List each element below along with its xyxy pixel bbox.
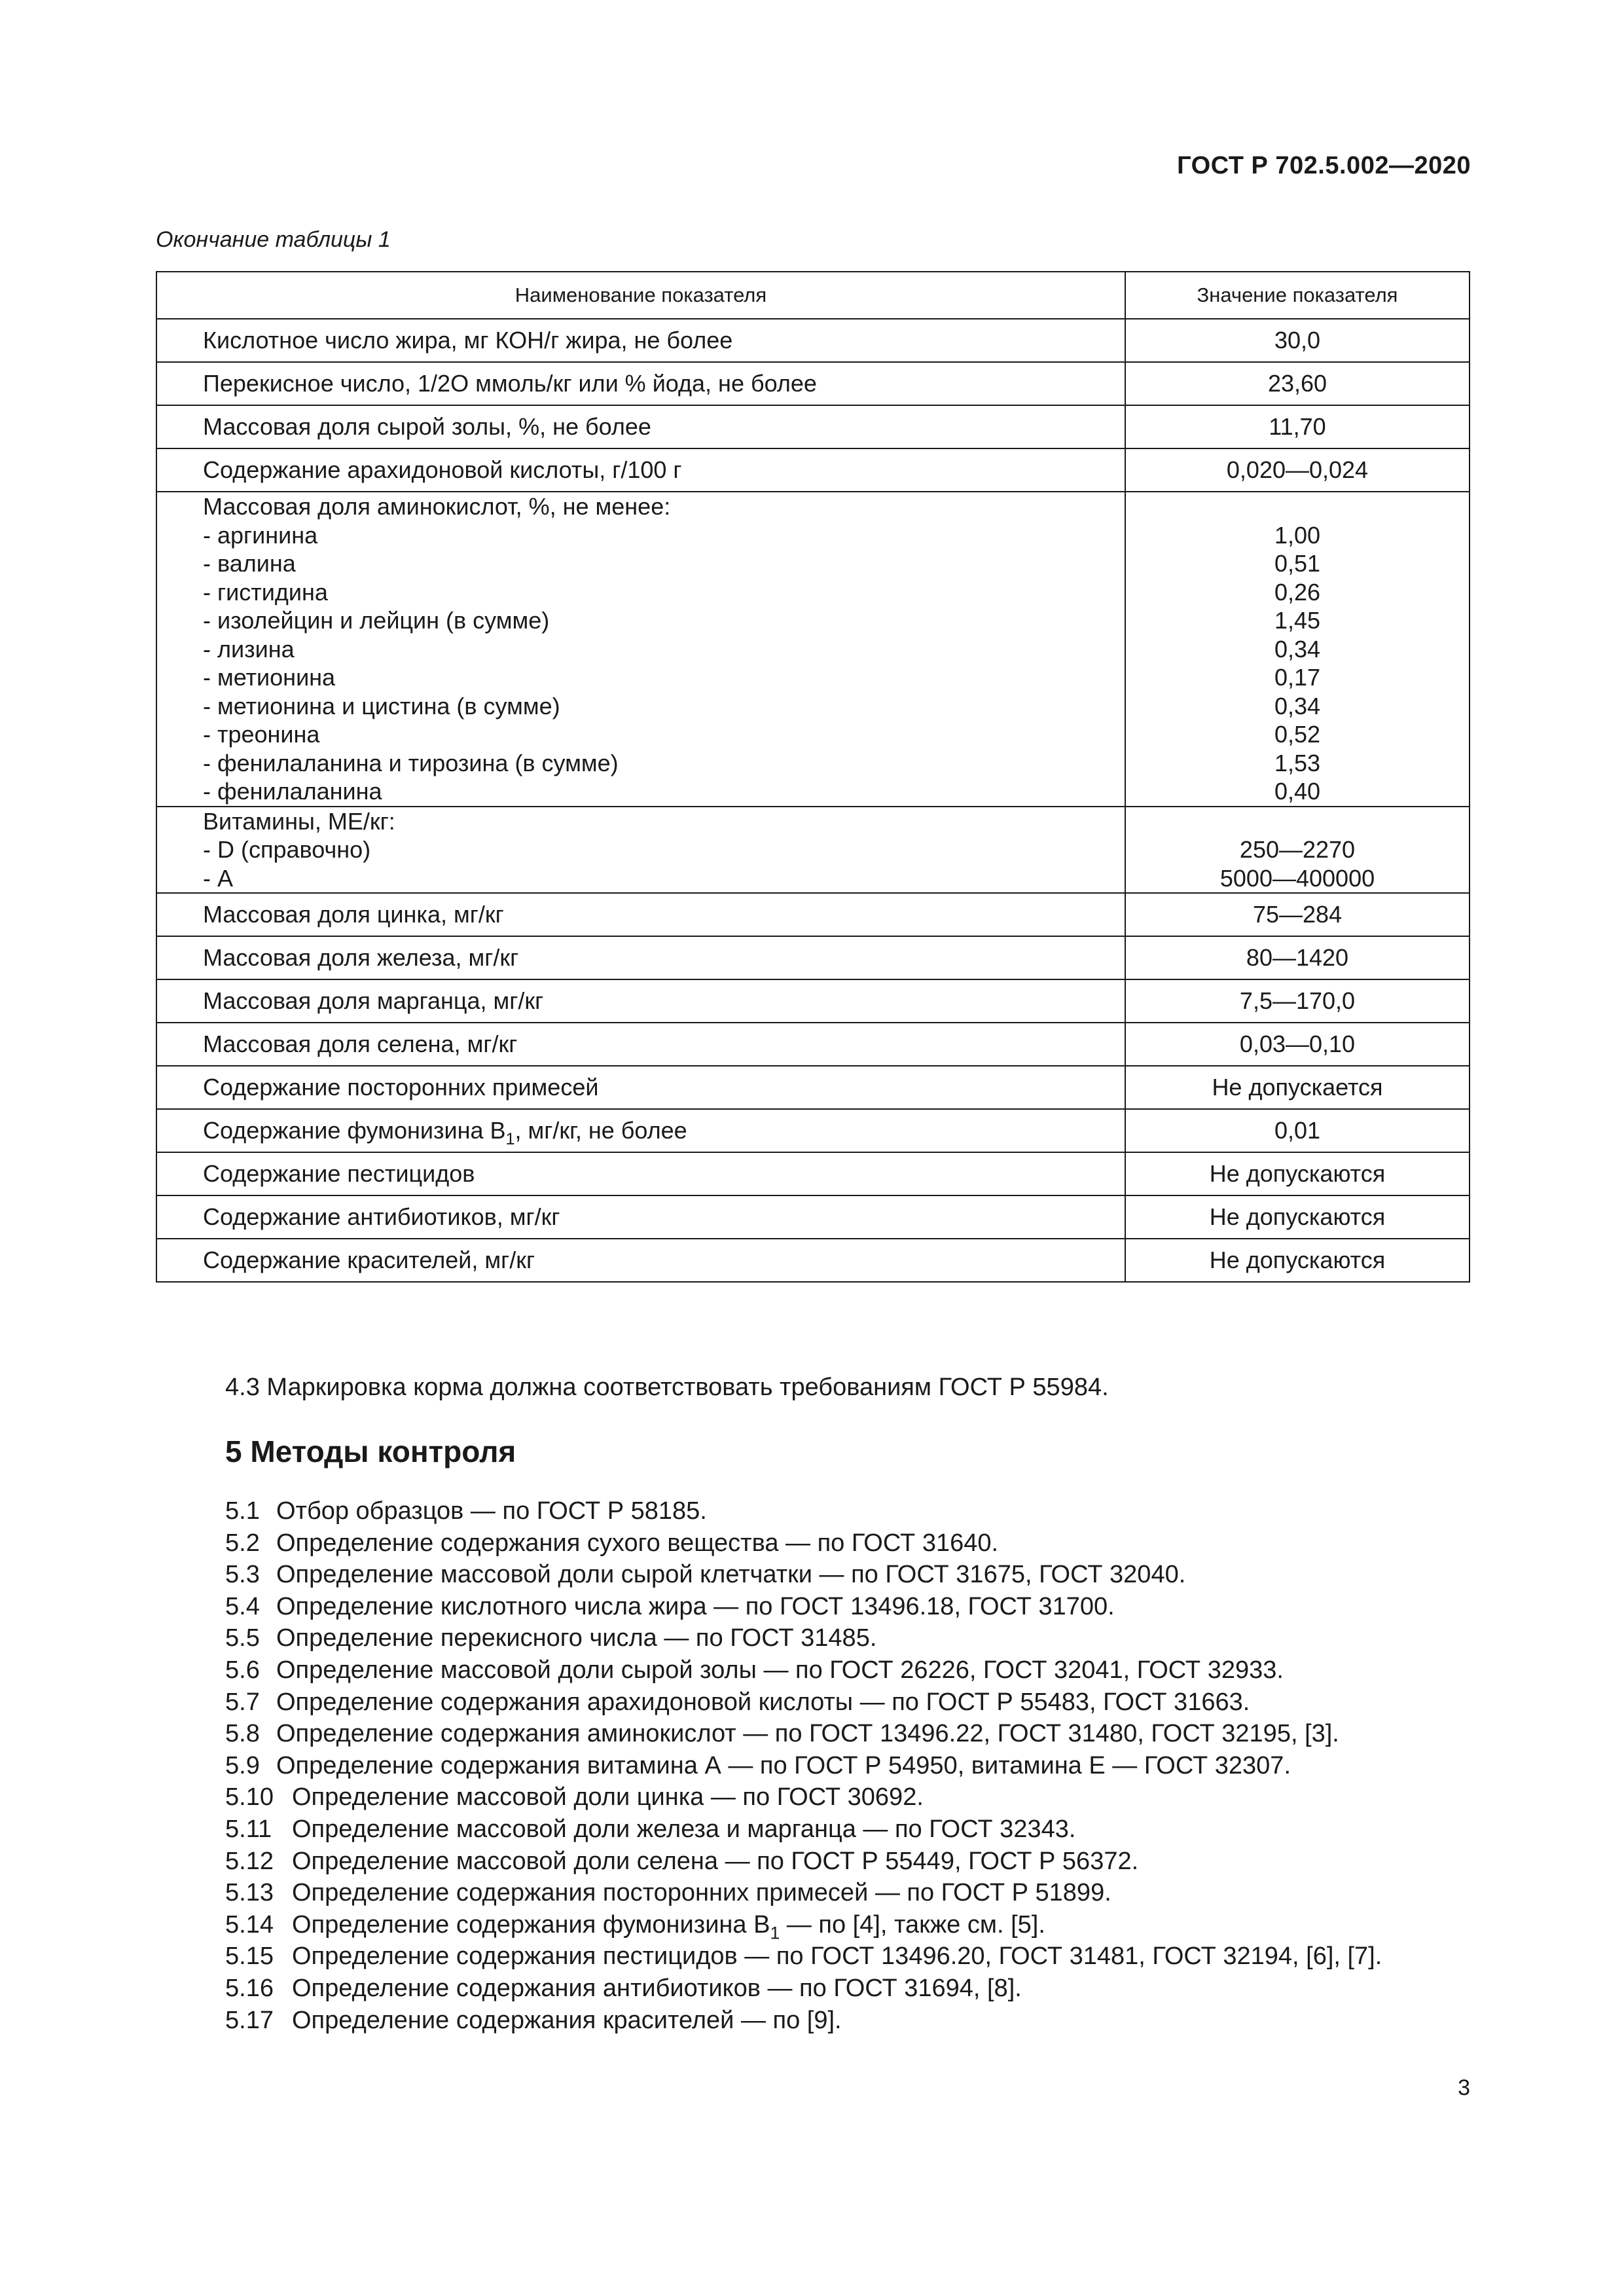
- sub-item-value: 250—2270: [1239, 836, 1356, 863]
- indicator-name: Содержание пестицидов: [156, 1152, 1125, 1195]
- sub-item-value: 5000—400000: [1219, 864, 1375, 892]
- page-number: 3: [1458, 2075, 1470, 2100]
- indicator-name: Массовая доля селена, мг/кг: [156, 1023, 1125, 1066]
- table-row: [156, 1239, 1470, 1282]
- list-item: 5.8 Определение содержания аминокислот — по ГОСТ 13496.22, ГОСТ 31480, ГОСТ 32195, [3].: [225, 1720, 1339, 1748]
- list-item: 5.2 Определение содержания сухого вещества — по ГОСТ 31640.: [225, 1529, 999, 1557]
- sub-item-value: 0,34: [1274, 692, 1321, 720]
- list-item: 5.11 Определение массовой доли железа и марганца — по ГОСТ 32343.: [225, 1815, 1076, 1843]
- fumonisin-value: 0,01: [1125, 1109, 1470, 1152]
- indicator-value: 0,020—0,024: [1125, 448, 1470, 492]
- sub-item-name: - треонина: [203, 721, 320, 748]
- sub-item-value: 0,40: [1274, 778, 1321, 805]
- table-caption: Окончание таблицы 1: [156, 227, 391, 252]
- indicator-name: Содержание арахидоновой кислоты, г/100 г: [156, 448, 1125, 492]
- table-row-fumonisin: [156, 1109, 1470, 1152]
- table-row: [156, 893, 1470, 936]
- table-row-amino-acids: [156, 492, 1470, 807]
- table-row: [156, 448, 1470, 492]
- indicators-table: [156, 271, 1470, 1283]
- indicator-name: Массовая доля цинка, мг/кг: [156, 893, 1125, 936]
- indicator-name: Перекисное число, 1/2О ммоль/кг или % йода, не более: [156, 362, 1125, 405]
- sub-item-value: 0,34: [1274, 635, 1321, 663]
- sub-item-name: - фенилаланина: [203, 778, 382, 805]
- header-indicator-value: Значение показателя: [1125, 272, 1470, 319]
- amino-names-cell: [156, 492, 1125, 807]
- sub-item-name: - аргинина: [203, 521, 318, 549]
- table-row: [156, 362, 1470, 405]
- sub-item-value: 1,45: [1274, 607, 1321, 634]
- indicator-name: Массовая доля сырой золы, %, не более: [156, 405, 1125, 448]
- sub-item-value: 0,26: [1274, 578, 1321, 606]
- table-row: [156, 1152, 1470, 1195]
- indicator-value: Не допускаются: [1125, 1239, 1470, 1282]
- list-item: 5.3 Определение массовой доли сырой клетчатки — по ГОСТ 31675, ГОСТ 32040.: [225, 1561, 1186, 1589]
- sub-item-name: - метионина: [203, 664, 336, 691]
- indicator-name: Кислотное число жира, мг КОН/г жира, не более: [156, 319, 1125, 362]
- indicator-value: 7,5—170,0: [1125, 979, 1470, 1023]
- list-item: 5.7 Определение содержания арахидоновой кислоты — по ГОСТ Р 55483, ГОСТ 31663.: [225, 1688, 1250, 1716]
- indicator-value: Не допускаются: [1125, 1152, 1470, 1195]
- indicator-value: 30,0: [1125, 319, 1470, 362]
- list-item: 5.17 Определение содержания красителей — по [9].: [225, 2006, 842, 2034]
- sub-item-name: - лизина: [203, 635, 295, 663]
- sub-item-value: 0,52: [1274, 721, 1321, 748]
- list-item: 5.9 Определение содержания витамина А — по ГОСТ Р 54950, витамина Е — ГОСТ 32307.: [225, 1751, 1291, 1779]
- sub-item-name: - гистидина: [203, 578, 328, 606]
- section-5-heading: 5 Методы контроля: [225, 1434, 516, 1468]
- list-item: 5.10 Определение массовой доли цинка — по ГОСТ 30692.: [225, 1783, 924, 1812]
- table-header-row: [156, 272, 1470, 319]
- list-item: 5.15 Определение содержания пестицидов — по ГОСТ 13496.20, ГОСТ 31481, ГОСТ 32194, [6], [7].: [225, 1942, 1382, 1971]
- sub-item-name: - изолейцин и лейцин (в сумме): [203, 607, 550, 634]
- sub-item-name: - фенилаланина и тирозина (в сумме): [203, 749, 619, 776]
- list-item: 5.13 Определение содержания посторонних примесей — по ГОСТ Р 51899.: [225, 1879, 1111, 1907]
- header-indicator-name: Наименование показателя: [156, 272, 1125, 319]
- indicator-name: Содержание красителей, мг/кг: [156, 1239, 1125, 1282]
- indicator-value: 75—284: [1125, 893, 1470, 936]
- table-row: [156, 1066, 1470, 1109]
- indicator-value: Не допускаются: [1125, 1195, 1470, 1239]
- indicator-value: 11,70: [1125, 405, 1470, 448]
- sub-item-name: - А: [203, 864, 234, 892]
- list-item: 5.1 Отбор образцов — по ГОСТ Р 58185.: [225, 1497, 707, 1525]
- indicator-value: 80—1420: [1125, 936, 1470, 979]
- list-item: 5.5 Определение перекисного числа — по ГОСТ 31485.: [225, 1624, 877, 1652]
- table-row: [156, 405, 1470, 448]
- indicator-name: Содержание посторонних примесей: [156, 1066, 1125, 1109]
- sub-item-value: 0,17: [1274, 664, 1321, 691]
- list-item: 5.4 Определение кислотного числа жира — по ГОСТ 13496.18, ГОСТ 31700.: [225, 1592, 1115, 1620]
- indicator-name: Содержание антибиотиков, мг/кг: [156, 1195, 1125, 1239]
- table-row: [156, 936, 1470, 979]
- indicator-value: 0,03—0,10: [1125, 1023, 1470, 1066]
- table-row: [156, 1023, 1470, 1066]
- list-item: 5.6 Определение массовой доли сырой золы — по ГОСТ 26226, ГОСТ 32041, ГОСТ 32933.: [225, 1656, 1284, 1684]
- fumonisin-name: Содержание фумонизина $В_1$, мг/кг, не более: [156, 1109, 1125, 1152]
- sub-item-name: - валина: [203, 550, 296, 577]
- section-5-list: [225, 1495, 1382, 2036]
- table-row: [156, 319, 1470, 362]
- table-row-vitamins: [156, 807, 1470, 894]
- sub-item-value: 1,53: [1274, 749, 1321, 776]
- sub-item-name: - метионина и цистина (в сумме): [203, 692, 560, 720]
- table-row: [156, 1195, 1470, 1239]
- vitamin-values-cell: [1125, 807, 1470, 894]
- sub-item-value: 1,00: [1274, 521, 1321, 549]
- standard-id: ГОСТ Р 702.5.002—2020: [1177, 152, 1471, 179]
- vitamin-names-cell: [156, 807, 1125, 894]
- list-item: 5.16 Определение содержания антибиотиков — по ГОСТ 31694, [8].: [225, 1974, 1022, 2002]
- indicator-value: Не допускается: [1125, 1066, 1470, 1109]
- sub-item-value: 0,51: [1274, 550, 1321, 577]
- list-item: 5.12 Определение массовой доли селена — по ГОСТ Р 55449, ГОСТ Р 56372.: [225, 1847, 1139, 1875]
- list-item-5-14: 5.14 Определение содержания фумонизина $В_1$ — по [4], также см. [5].: [225, 1910, 1045, 1943]
- indicator-name: Массовая доля марганца, мг/кг: [156, 979, 1125, 1023]
- group-title: Витамины, МЕ/кг:: [203, 807, 395, 835]
- indicator-name: Массовая доля железа, мг/кг: [156, 936, 1125, 979]
- clause-4-3: 4.3 Маркировка корма должна соответствовать требованиям ГОСТ Р 55984.: [225, 1374, 1109, 1401]
- group-title: Массовая доля аминокислот, %, не менее:: [203, 493, 671, 520]
- table-row: [156, 979, 1470, 1023]
- indicator-value: 23,60: [1125, 362, 1470, 405]
- sub-item-name: - D (справочно): [203, 836, 371, 863]
- amino-values-cell: [1125, 492, 1470, 807]
